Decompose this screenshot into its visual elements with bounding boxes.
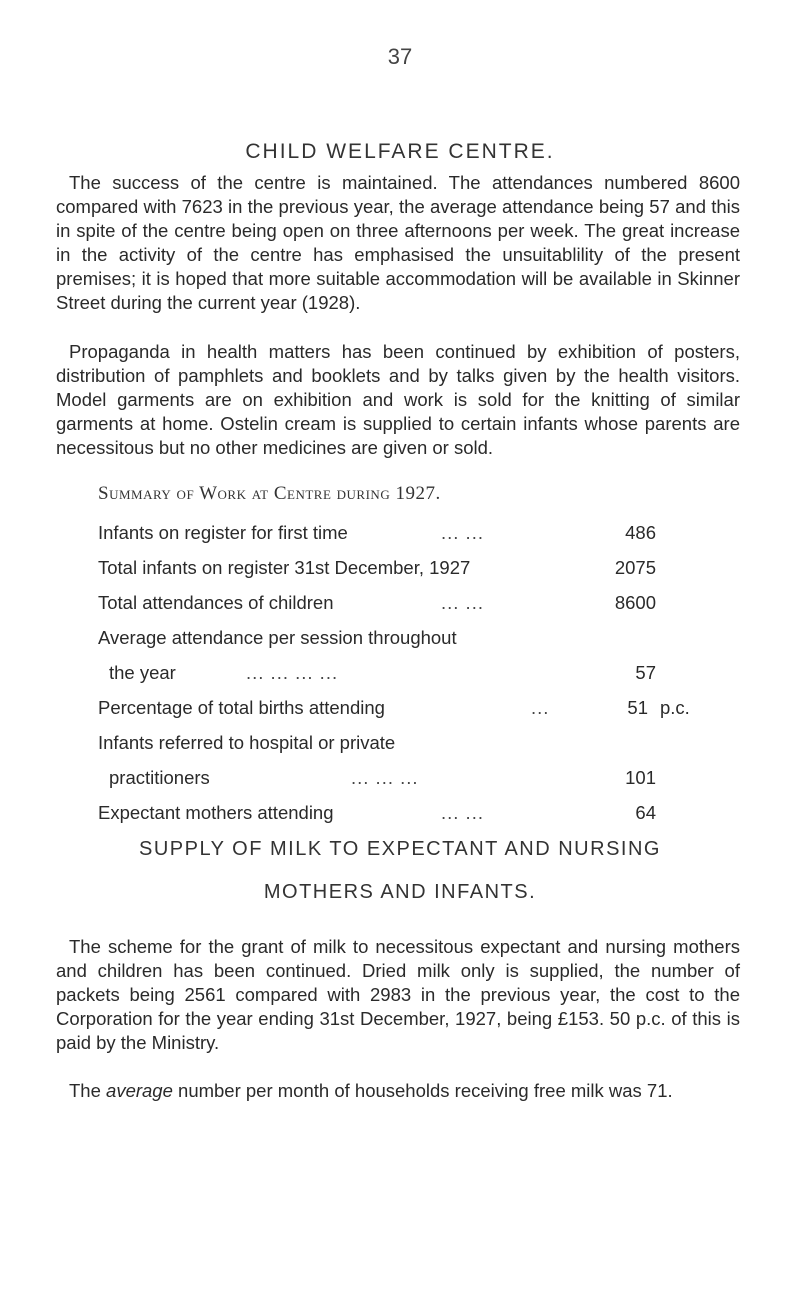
summary-label: Expectant mothers attending — [98, 802, 334, 823]
summary-row — [98, 557, 738, 592]
leader-dots: ... ... — [441, 802, 484, 823]
summary-value: 486 — [625, 522, 656, 543]
leader-dots: ... — [531, 697, 550, 718]
summary-label: Percentage of total births attending — [98, 697, 385, 718]
summary-label: Infants referred to hospital or private — [98, 732, 396, 753]
summary-label: practitioners — [109, 767, 210, 788]
summary-row — [98, 697, 738, 732]
summary-label: Total attendances of children — [98, 592, 334, 613]
section-heading-milk-line1: SUPPLY OF MILK TO EXPECTANT AND NURSING — [139, 838, 661, 860]
section-heading-milk-line2: MOTHERS AND INFANTS. — [263, 881, 537, 903]
leader-dots: ... ... ... ... — [246, 662, 339, 683]
paragraph-rest: number per month of households receiving free milk was 71. — [178, 1080, 673, 1101]
leader-dots: ... ... ... — [351, 767, 419, 788]
leader-dots: ... ... — [441, 592, 484, 613]
summary-value: 8600 — [614, 592, 656, 613]
paragraph-average-households — [56, 1079, 740, 1103]
summary-value: 2075 — [614, 557, 656, 578]
summary-value: 51 — [627, 697, 648, 718]
summary-table — [98, 522, 738, 837]
summary-heading: Summary of Work at Centre during 1927. — [98, 483, 441, 504]
summary-value: 57 — [635, 662, 656, 683]
summary-row — [98, 627, 738, 662]
summary-row — [98, 592, 738, 627]
paragraph-propaganda: Propaganda in health matters has been continued by exhibition of posters, distribution of pamphlets and booklets and by talks given by the health visitors. Model garments are on exhibition and work is sold for the knitting of similar garments at home. Ostelin cream is supplied to certain infants whose parents are necessitous but no other medicines are given or sold. — [56, 341, 740, 458]
leader-dots: ... ... — [441, 522, 484, 543]
summary-label: the year — [109, 662, 176, 683]
paragraph-milk-scheme: The scheme for the grant of milk to necessitous expectant and nursing mothers and children has been continued. Dried milk only is supplied, the number of packets being 2561 compared with 2983 in the previous year, the cost to the Corporation for the year ending 31st December, 1927, being £153. 50 p.c. of this is paid by the Ministry. — [56, 936, 740, 1053]
summary-label: Average attendance per session throughout — [98, 627, 457, 648]
summary-row — [98, 732, 738, 767]
section-heading-child-welfare: CHILD WELFARE CENTRE. — [245, 140, 555, 163]
summary-label: Infants on register for first time — [98, 522, 348, 543]
paragraph-centre-success: The success of the centre is maintained. The attendances numbered 8600 compared with 7623 in the previous year, the average attendance being 57 and this in spite of the centre being open on three afternoons per week. The great increase in the activity of the centre has emphasised the unsuitablility of the present premises; it is hoped that more suitable accommodation will be available in Skinner Street during the current year (1928). — [56, 172, 740, 313]
paragraph-prefix: The — [69, 1080, 101, 1101]
summary-row — [98, 662, 738, 697]
italic-word: average — [106, 1080, 173, 1101]
summary-value: 101 — [625, 767, 656, 788]
summary-value: 64 — [635, 802, 656, 823]
summary-row — [98, 767, 738, 802]
summary-label: Total infants on register 31st December, 1927 — [98, 557, 471, 578]
summary-row — [98, 522, 738, 557]
page-number: 37 — [387, 44, 413, 69]
summary-unit: p.c. — [660, 697, 690, 718]
summary-row — [98, 802, 738, 837]
